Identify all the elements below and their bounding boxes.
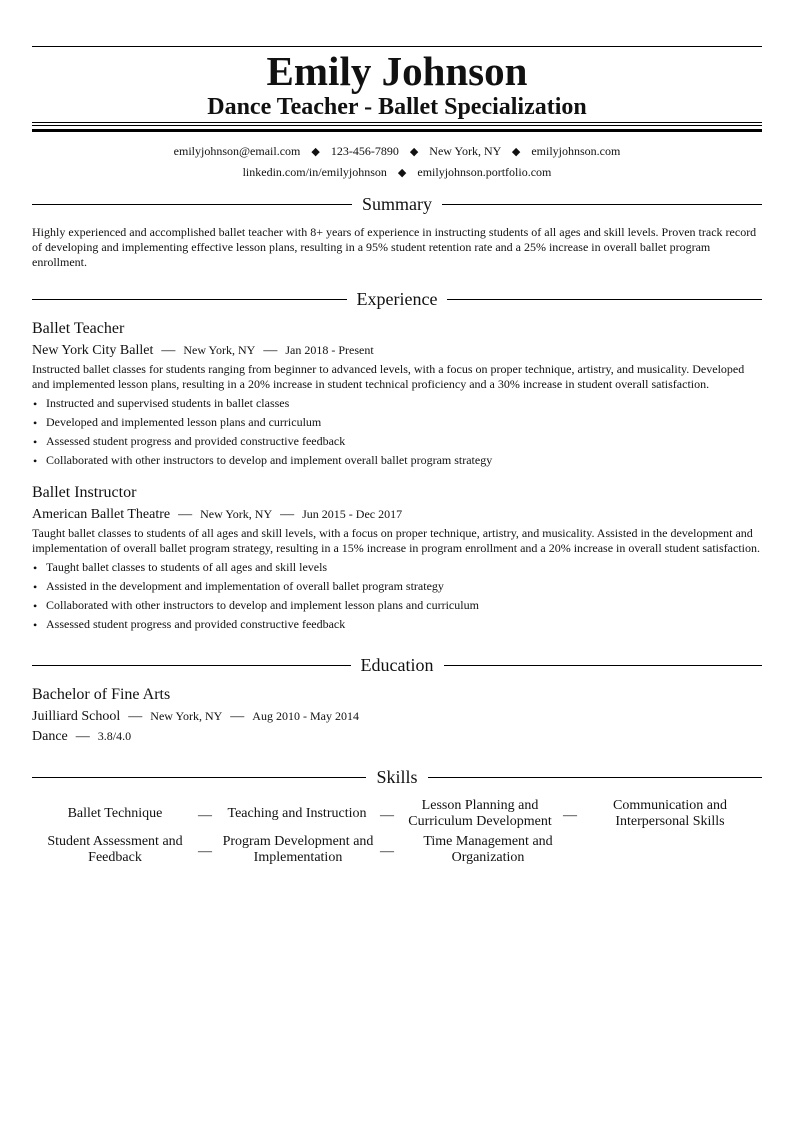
heading-rule-left: [32, 299, 347, 300]
job-meta: [32, 505, 402, 524]
bullet-item: • Assessed student progress and provided constructive feedback: [32, 615, 762, 634]
bullet-item: • Instructed and supervised students in ballet classes: [32, 394, 762, 413]
diamond-separator-icon: ◆: [397, 167, 407, 179]
header-rule-2: [32, 125, 762, 126]
job-location: New York, NY: [200, 507, 273, 521]
skills-heading: [32, 765, 762, 789]
job-title: Ballet Instructor: [32, 484, 137, 501]
education-heading-label: Education: [360, 655, 434, 675]
contact-phone[interactable]: 123-456-7890: [330, 144, 399, 158]
diamond-separator-icon: ◆: [409, 146, 419, 158]
heading-rule-right: [442, 204, 762, 205]
summary-heading-label: Summary: [362, 194, 432, 214]
school-location: New York, NY: [150, 709, 223, 723]
diamond-separator-icon: ◆: [311, 146, 320, 158]
education-gpa: 3.8/4.0: [97, 729, 132, 743]
education-heading: [32, 653, 762, 677]
job-meta: [32, 341, 374, 360]
dash-separator: —: [280, 507, 295, 522]
experience-heading-label: Experience: [356, 289, 438, 309]
heading-rule-right: [444, 665, 763, 666]
job-description: Instructed ballet classes for students ranging from beginner to advanced levels, with a focus on proper technique, artistry, and musicality. Developed and implemented lesson plans, resulting in a 20% increase in student technical proficiency and a 30% increase in student overall satisfaction.: [32, 362, 745, 391]
dash-separator: —: [380, 808, 394, 823]
contact-portfolio[interactable]: emilyjohnson.portfolio.com: [417, 165, 552, 179]
heading-rule-right: [447, 299, 762, 300]
bullet-item: • Collaborated with other instructors to develop and implement lesson plans and curriculum: [32, 596, 762, 615]
dash-separator: —: [198, 844, 212, 859]
contact-line-1: [32, 143, 762, 160]
header-rule-1: [32, 122, 762, 123]
skill-item: Student Assessment and Feedback: [47, 834, 183, 865]
skill-item: Communication and Interpersonal Skills: [613, 798, 727, 829]
dash-separator: —: [563, 808, 577, 823]
bullet-item: • Developed and implemented lesson plans and curriculum: [32, 413, 762, 432]
header-rule-3: [32, 129, 762, 132]
skill-item: Program Development and Implementation: [222, 834, 374, 865]
education-major-line: [32, 727, 131, 746]
dash-separator: —: [75, 729, 90, 744]
job-title: Ballet Teacher: [32, 320, 125, 337]
job-description: Taught ballet classes to students of all ages and skill levels, with a focus on proper technique, artistry, and musicality. Assisted in the development and implementation of overall ballet program strategy, resulting in a 15% increase in program enrollment and a 20% increase in overall student satisfaction.: [32, 526, 760, 555]
job-bullets: [32, 394, 762, 470]
contact-linkedin[interactable]: linkedin.com/in/emilyjohnson: [242, 165, 387, 179]
degree-title: Bachelor of Fine Arts: [32, 686, 171, 703]
bullet-item: • Assisted in the development and implementation of overall ballet program strategy: [32, 577, 762, 596]
dash-separator: —: [230, 709, 245, 724]
candidate-title: Dance Teacher - Ballet Specialization: [207, 94, 587, 120]
candidate-name: Emily Johnson: [266, 48, 528, 94]
job-company: New York City Ballet: [32, 343, 154, 358]
skill-item: Lesson Planning and Curriculum Development: [408, 798, 552, 829]
bullet-item: • Assessed student progress and provided constructive feedback: [32, 432, 762, 451]
dash-separator: —: [380, 844, 394, 859]
diamond-separator-icon: ◆: [511, 146, 521, 158]
education-meta: [32, 707, 359, 726]
job-company: American Ballet Theatre: [32, 507, 171, 522]
job-location: New York, NY: [183, 343, 256, 357]
dash-separator: —: [128, 709, 143, 724]
job-dates: Jun 2015 - Dec 2017: [302, 507, 403, 521]
education-dates: Aug 2010 - May 2014: [252, 709, 359, 723]
heading-rule-left: [32, 665, 351, 666]
skill-item: Time Management and Organization: [423, 834, 553, 865]
dash-separator: —: [161, 343, 176, 358]
job-bullets: [32, 558, 762, 634]
skills-heading-label: Skills: [376, 767, 418, 787]
education-major: Dance: [32, 729, 68, 744]
dash-separator: —: [178, 507, 193, 522]
job-dates: Jan 2018 - Present: [285, 343, 374, 357]
skill-item: Ballet Technique: [67, 806, 163, 821]
school-name: Juilliard School: [32, 709, 121, 724]
contact-location: New York, NY: [429, 144, 501, 158]
dash-separator: —: [263, 343, 278, 358]
summary-text: Highly experienced and accomplished ballet teacher with 8+ years of experience in instructing students of all ages and skill levels. Proven track record of developing and implementing effective lesson plans, resulting in a 95% student retention rate and a 25% increase in overall ballet program enrollment.: [32, 225, 757, 269]
skill-item: Teaching and Instruction: [227, 806, 367, 821]
contact-line-2: [32, 164, 762, 181]
heading-rule-left: [32, 777, 366, 778]
heading-rule-right: [428, 777, 762, 778]
dash-separator: —: [198, 808, 212, 823]
bullet-item: • Taught ballet classes to students of all ages and skill levels: [32, 558, 762, 577]
summary-heading: [32, 192, 762, 216]
bullet-item: • Collaborated with other instructors to develop and implement overall ballet program strategy: [32, 451, 762, 470]
contact-website[interactable]: emilyjohnson.com: [531, 144, 621, 158]
experience-heading: [32, 287, 762, 311]
heading-rule-left: [32, 204, 352, 205]
contact-email[interactable]: emilyjohnson@email.com: [173, 144, 301, 158]
